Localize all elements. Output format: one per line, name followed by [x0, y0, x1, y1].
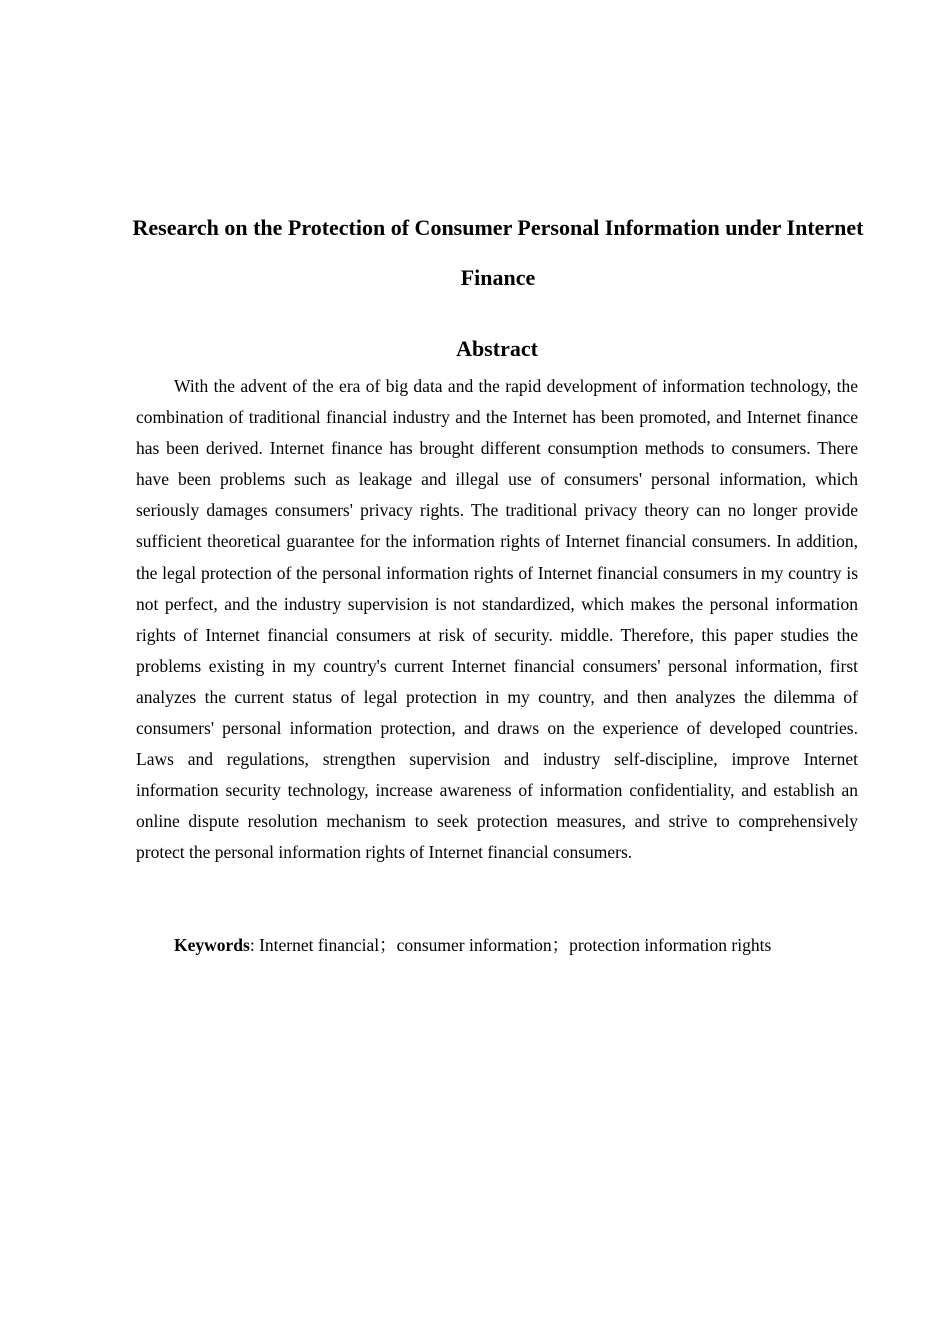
paper-title: Research on the Protection of Consumer Personal Information under Internet Finance [132, 215, 864, 290]
abstract-body: With the advent of the era of big data and the rapid development of information technology, the combination of traditional financial industry and the Internet has been promoted, and Internet finance has been derived. Internet finance has brought different consumption methods to consumers. There have been problems such as leakage and illegal use of consumers' personal information, which seriously damages consumers' privacy rights. The traditional privacy theory can no longer provide sufficient theoretical guarantee for the information rights of Internet financial consumers. In addition, the legal protection of the personal information rights of Internet financial consumers in my country is not perfect, and the industry supervision is not standardized, which makes the personal information rights of Internet financial consumers at risk of security. middle. Therefore, this paper studies the problems existing in my country's current Internet financial consumers' personal information, first analyzes the current status of legal protection in my country, and then analyzes the dilemma of consumers' personal information protection, and draws on the experience of developed countries. Laws and regulations, strengthen supervision and industry self-discipline, improve Internet information security technology, increase awareness of information confidentiality, and establish an online dispute resolution mechanism to seek protection measures, and strive to comprehensively protect the personal information rights of Internet financial consumers. [136, 376, 858, 863]
keywords-text: : Internet financial；consumer information；protection information rights [249, 935, 772, 955]
keywords-line [136, 930, 858, 961]
abstract-heading: Abstract [456, 336, 538, 361]
keywords-label: Keywords [174, 935, 250, 955]
